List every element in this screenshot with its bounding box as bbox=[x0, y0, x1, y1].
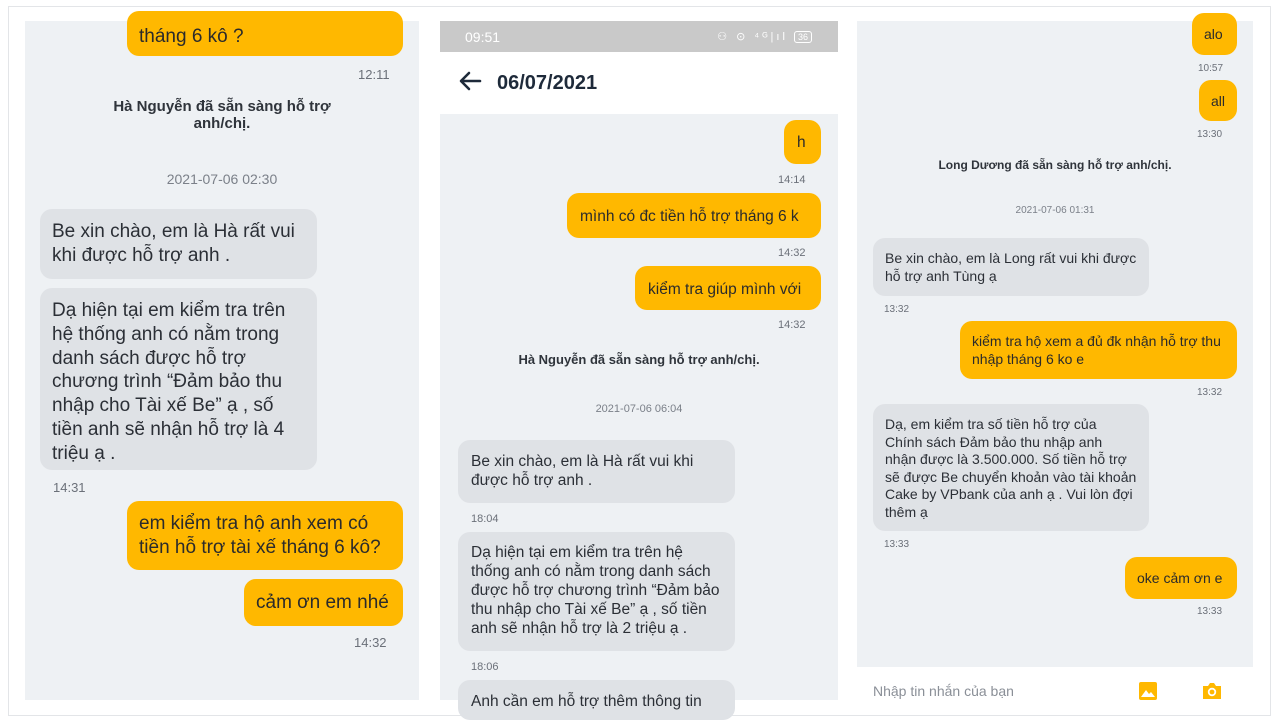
signal-icon: ⚇ ⊙ ⁴ᴳ|ıl bbox=[717, 31, 788, 43]
message-outgoing bbox=[635, 266, 821, 310]
image-icon[interactable] bbox=[1138, 681, 1158, 701]
message-incoming bbox=[40, 209, 317, 279]
message-input[interactable] bbox=[873, 683, 1123, 699]
agent-ready-notice: Hà Nguyễn đã sẵn sàng hỗ trợ anh/chị. bbox=[113, 98, 331, 132]
message-outgoing bbox=[784, 120, 821, 164]
agent-ready-notice: Hà Nguyễn đã sẵn sàng hỗ trợ anh/chị. bbox=[518, 352, 760, 367]
message-text: oke cảm ơn e bbox=[1137, 570, 1223, 586]
message-time: 14:32 bbox=[778, 319, 806, 331]
message-time: 18:06 bbox=[471, 661, 499, 673]
message-input-bar bbox=[857, 667, 1253, 714]
message-incoming bbox=[458, 680, 735, 720]
page-title: 06/07/2021 bbox=[497, 72, 598, 94]
message-text: alo bbox=[1204, 26, 1223, 42]
message-text: tháng 6 kô ? bbox=[139, 26, 244, 47]
message-text: Dạ, em kiểm tra số tiền hỗ trợ của Chính sách Đảm bảo thu nhập anh nhận được là 3.500.000. Số tiền hỗ trợ sẽ được Be chuyển khoản vào tài khoản Cake by VPbank của anh ạ . Vui lòn đợi thêm ạ bbox=[885, 416, 1137, 520]
message-incoming bbox=[40, 288, 317, 470]
message-text: kiểm tra hộ xem a đủ đk nhận hỗ trợ thu nhập tháng 6 ko e bbox=[972, 333, 1221, 367]
message-text: kiểm tra giúp mình với bbox=[648, 281, 802, 298]
message-time: 14:32 bbox=[354, 635, 387, 650]
battery-icon: 36 bbox=[794, 31, 812, 43]
message-text: Be xin chào, em là Hà rất vui khi được hỗ trợ anh . bbox=[52, 221, 295, 266]
message-incoming bbox=[873, 238, 1149, 296]
message-time: 13:32 bbox=[884, 304, 910, 315]
chat-header bbox=[440, 52, 838, 114]
session-date: 2021-07-06 02:30 bbox=[166, 171, 278, 187]
chat-panel-2 bbox=[440, 21, 838, 710]
message-text: cảm ơn em nhé bbox=[256, 592, 389, 613]
message-time: 13:30 bbox=[1197, 129, 1223, 140]
chat-panel-3 bbox=[857, 21, 1253, 667]
message-outgoing bbox=[244, 579, 403, 626]
message-outgoing bbox=[1199, 80, 1237, 121]
message-text: Be xin chào, em là Hà rất vui khi được hỗ trợ anh . bbox=[471, 453, 694, 490]
message-time: 14:31 bbox=[53, 480, 86, 495]
message-outgoing bbox=[1192, 13, 1237, 55]
message-text: Be xin chào, em là Long rất vui khi được hỗ trợ anh Tùng ạ bbox=[885, 250, 1137, 284]
message-incoming bbox=[458, 440, 735, 503]
message-text: all bbox=[1211, 93, 1226, 109]
message-text: em kiểm tra hộ anh xem có tiền hỗ trợ tài xế tháng 6 kô? bbox=[139, 513, 381, 558]
status-bar bbox=[440, 21, 838, 52]
status-icons bbox=[717, 30, 812, 43]
camera-icon[interactable] bbox=[1201, 681, 1223, 701]
message-text: Dạ hiện tại em kiểm tra trên hệ thống anh có nằm trong danh sách được hỗ trợ chương trình “Đảm bảo thu nhập cho Tài xế Be” ạ , số tiền anh sẽ nhận hỗ trợ là 2 triệu ạ . bbox=[471, 544, 720, 637]
agent-ready-notice: Long Dương đã sẵn sàng hỗ trợ anh/chị. bbox=[938, 158, 1172, 172]
arrow-left-icon[interactable] bbox=[458, 68, 484, 94]
message-time: 12:11 bbox=[358, 67, 390, 82]
message-outgoing bbox=[127, 501, 403, 570]
message-incoming bbox=[458, 532, 735, 651]
chat-panel-1 bbox=[25, 21, 419, 700]
message-outgoing bbox=[127, 11, 403, 56]
message-outgoing bbox=[1125, 557, 1237, 599]
message-text: h bbox=[797, 134, 806, 151]
message-outgoing bbox=[567, 193, 821, 238]
message-time: 14:14 bbox=[778, 174, 806, 186]
message-incoming bbox=[873, 404, 1149, 531]
status-time: 09:51 bbox=[465, 29, 501, 45]
message-text: Anh cần em hỗ trợ thêm thông tin bbox=[471, 693, 702, 710]
session-date: 2021-07-06 01:31 bbox=[1015, 205, 1095, 216]
message-time: 14:32 bbox=[778, 247, 806, 259]
message-time: 13:32 bbox=[1197, 387, 1223, 398]
session-date: 2021-07-06 06:04 bbox=[595, 403, 683, 415]
message-time: 13:33 bbox=[884, 539, 910, 550]
message-time: 13:33 bbox=[1197, 606, 1223, 617]
message-outgoing bbox=[960, 321, 1237, 379]
message-time: 10:57 bbox=[1198, 63, 1224, 74]
message-text: Dạ hiện tại em kiểm tra trên hệ thống anh có nằm trong danh sách được hỗ trợ chương trình “Đảm bảo thu nhập cho Tài xế Be” ạ , số tiền anh sẽ nhận hỗ trợ là 4 triệu ạ . bbox=[52, 300, 286, 464]
message-text: mình có đc tiền hỗ trợ tháng 6 k bbox=[580, 208, 799, 225]
message-time: 18:04 bbox=[471, 513, 499, 525]
